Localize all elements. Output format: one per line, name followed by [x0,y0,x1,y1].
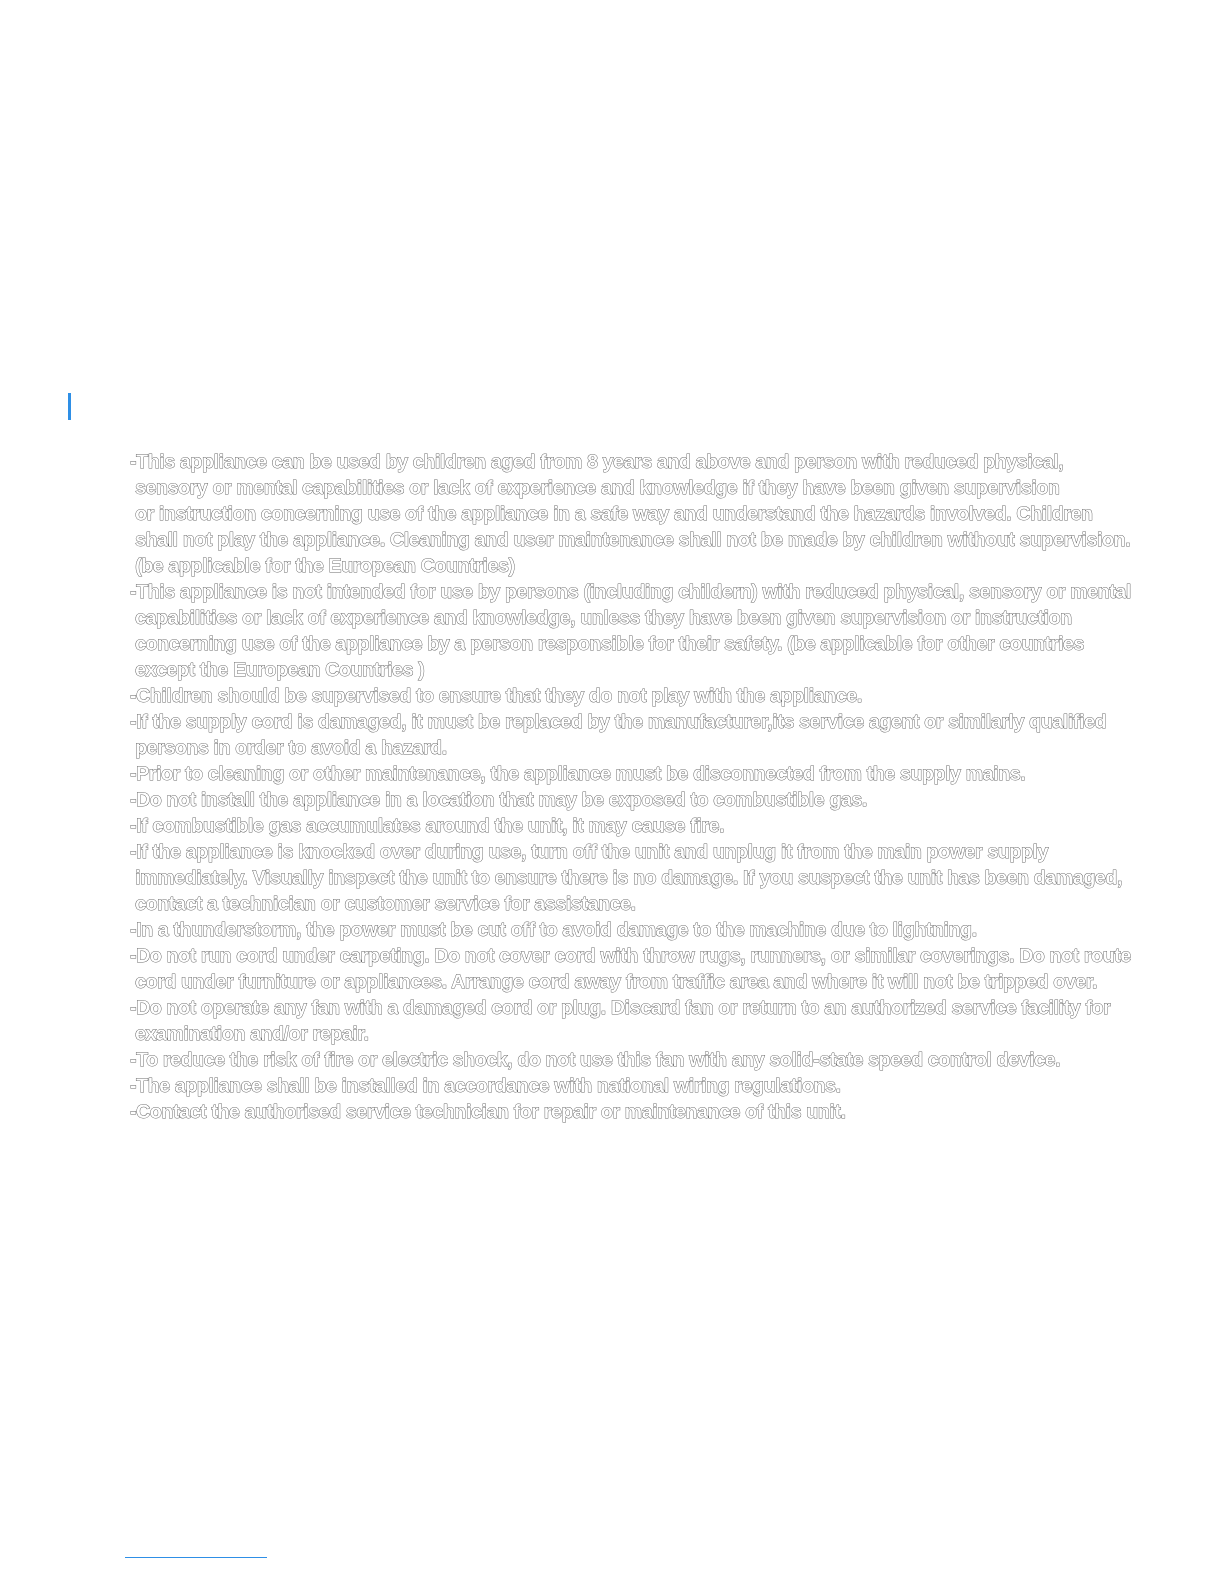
safety-line: -If the supply cord is damaged, it must be replaced by the manufacturer,its service agent or similarly qualified [130,711,1107,733]
safety-line: -Children should be supervised to ensure that they do not play with the appliance. [130,685,862,707]
section-marker-bar [68,393,71,420]
safety-line: contact a technician or customer service for assistance. [130,893,636,915]
safety-instructions-list [130,449,1130,1125]
safety-line: -Prior to cleaning or other maintenance, the appliance must be disconnected from the supply mains. [130,763,1026,785]
safety-line: sensory or mental capabilities or lack of experience and knowledge if they have been given supervision [130,477,1060,499]
safety-line: or instruction concerning use of the appliance in a safe way and understand the hazards involved. Children [130,503,1093,525]
footer-divider-line [125,1557,267,1558]
safety-line: -Do not operate any fan with a damaged cord or plug. Discard fan or return to an authorized service facility for [130,997,1111,1019]
safety-line: -To reduce the risk of fire or electric shock, do not use this fan with any solid-state speed control device. [130,1049,1061,1071]
safety-line: cord under furniture or appliances. Arrange cord away from traffic area and where it will not be tripped over. [130,971,1098,993]
safety-line: -Do not run cord under carpeting. Do not cover cord with throw rugs, runners, or similar coverings. Do not route [130,945,1131,967]
safety-line: -If combustible gas accumulates around the unit, it may cause fire. [130,815,725,837]
safety-line: (be applicable for the European Countries) [130,555,515,577]
safety-line: -Contact the authorised service technician for repair or maintenance of this unit. [130,1101,846,1123]
safety-line: except the European Countries ) [130,659,425,681]
safety-line: immediately. Visually inspect the unit to ensure there is no damage. If you suspect the unit has been damaged, [130,867,1123,889]
safety-line: examination and/or repair. [130,1023,369,1045]
safety-line: -This appliance can be used by children aged from 8 years and above and person with reduced physical, [130,451,1064,473]
safety-line: -If the appliance is knocked over during use, turn off the unit and unplug it from the main power supply [130,841,1049,863]
safety-line: capabilities or lack of experience and knowledge, unless they have been given supervision or instruction [130,607,1072,629]
safety-line: -In a thunderstorm, the power must be cut off to avoid damage to the machine due to lightning. [130,919,977,941]
safety-line: -This appliance is not intended for use by persons (including childern) with reduced physical, sensory or mental [130,581,1131,603]
safety-line: persons in order to avoid a hazard. [130,737,447,759]
safety-line: shall not play the appliance. Cleaning and user maintenance shall not be made by children without supervision. [130,529,1131,551]
safety-line: concerning use of the appliance by a person responsible for their safety. (be applicable for other countries [130,633,1085,655]
safety-line: -Do not install the appliance in a location that may be exposed to combustible gas. [130,789,867,811]
safety-line: -The appliance shall be installed in accordance with national wiring regulations. [130,1075,841,1097]
